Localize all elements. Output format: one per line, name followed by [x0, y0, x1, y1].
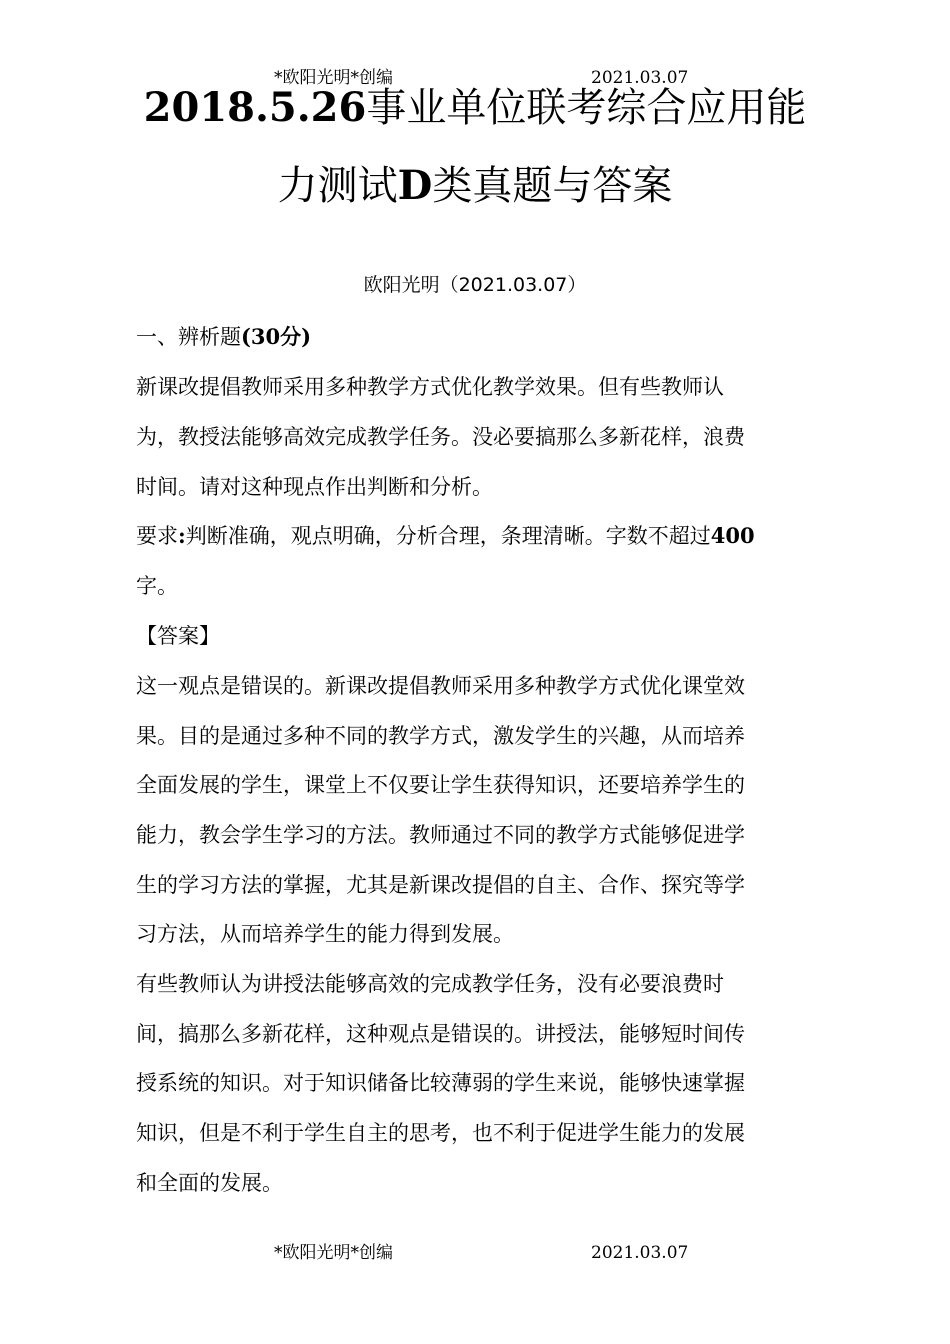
question-line: 时间。请对这种现点作出判断和分析。	[136, 475, 493, 499]
requirement-line-end: 字。	[136, 574, 178, 598]
title-text-2a: 力测试	[277, 163, 398, 209]
header-creator: *欧阳光明*创编	[274, 68, 393, 88]
title-letter: D	[397, 162, 433, 209]
section-heading	[136, 322, 311, 352]
answer-line: 习方法，从而培养学生的能力得到发展。	[136, 922, 514, 946]
answer-line: 果。目的是通过多种不同的教学方式，激发学生的兴趣，从而培养	[136, 724, 745, 748]
page-title-line-2	[0, 162, 950, 210]
requirement-text: 判断准确，观点明确，分析合理，条理清晰。字数不超过	[185, 524, 711, 548]
answer-line: 知识，但是不利于学生自主的思考，也不利于促进学生能力的发展	[136, 1121, 745, 1145]
footer-creator: *欧阳光明*创编	[274, 1243, 393, 1263]
title-number: 2018.5.26	[143, 84, 367, 131]
footer-date: 2021.03.07	[591, 1243, 689, 1263]
question-line: 新课改提倡教师采用多种教学方式优化教学效果。但有些教师认	[136, 375, 724, 399]
requirement-line	[136, 521, 755, 551]
author-line: 欧阳光明（2021.03.07）	[363, 274, 587, 296]
answer-line: 间，搞那么多新花样，这种观点是错误的。讲授法，能够短时间传	[136, 1022, 745, 1046]
answer-line: 这一观点是错误的。新课改提倡教师采用多种教学方式优化课堂效	[136, 674, 745, 698]
section-heading-unit: 分)	[280, 324, 312, 349]
answer-line: 生的学习方法的掌握，尤其是新课改提倡的自主、合作、探究等学	[136, 873, 745, 897]
section-heading-text: 一、辨析题	[136, 325, 241, 349]
answer-label: 【答案】	[136, 624, 220, 648]
requirement-colon: :	[178, 523, 186, 548]
page-title-line-1	[0, 84, 950, 132]
answer-line: 能力，教会学生学习的方法。教师通过不同的教学方式能够促进学	[136, 823, 745, 847]
requirement-label: 要求	[136, 524, 178, 548]
section-heading-score: (30	[241, 324, 281, 349]
answer-line: 有些教师认为讲授法能够高效的完成教学任务，没有必要浪费时	[136, 972, 724, 996]
answer-line: 授系统的知识。对于知识储备比较薄弱的学生来说，能够快速掌握	[136, 1071, 745, 1095]
answer-line: 全面发展的学生，课堂上不仅要让学生获得知识，还要培养学生的	[136, 773, 745, 797]
requirement-word-count: 400	[710, 523, 755, 548]
answer-line: 和全面的发展。	[136, 1171, 283, 1195]
question-line: 为，教授法能够高效完成教学任务。没必要搞那么多新花样，浪费	[136, 425, 745, 449]
title-text-1: 事业单位联考综合应用能	[366, 85, 807, 131]
title-text-2c: 类真题与答案	[432, 163, 673, 209]
header-date: 2021.03.07	[591, 68, 689, 88]
